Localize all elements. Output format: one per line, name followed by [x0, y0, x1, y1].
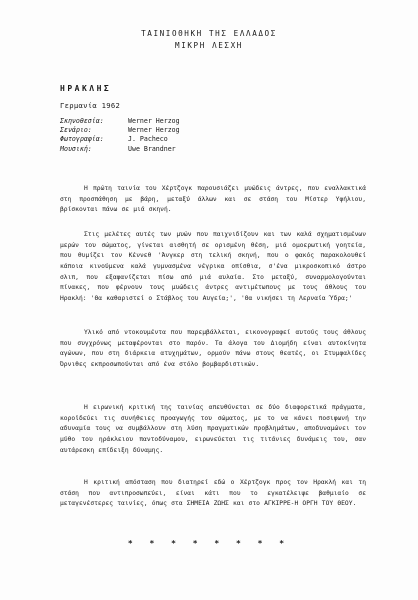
credit-label: Μουσική:: [60, 144, 92, 153]
credit-value: Werner Herzog: [128, 126, 180, 135]
body-paragraph: Η πρώτη ταινία του Χέρτζογκ παρουσιάζει μυώδεις άντρες, που εναλλακτικά στη προσπάθηση με βάρη, μεταξύ άλλων και σε στάση του Μίστερ Υφήλιου, βρίσκονται πάνω σε μιά σκηνή.: [60, 185, 366, 214]
archive-name: ΤΑΙΝΙΟΘΗΚΗ ΤΗΣ ΕΛΛΑΔΟΣ: [141, 29, 277, 38]
club-name: ΜΙΚΡΗ ΛΕΣΧΗ: [175, 41, 243, 50]
body-paragraph: Υλικό από ντοκουμέντα που παρεμβάλλεται, εικονογραφεί αυτούς τους άθλους που συγχρόνως μεταφέρονται στο παρόν. Τα άλογα του Διομήδη είναι αυτοκίνητα αγώνων, που στη διάρκεια ατυχημάτων, ορμούν πάνω στους θεατές, οι Στυμφαλίδες Όρνιθες εκπροσωπούνται από ένα στόλο βομβαρδιστικών.: [60, 329, 366, 369]
credit-value: Werner Herzog: [128, 117, 180, 125]
body-paragraph: Η κριτική απόσταση που διατηρεί εδώ ο Χέρτζογκ προς τον Ηρακλή και τη στάση που αντιπροσωπεύει, είναι κάτι που το εγκατέλειψε βαθμιαίο σε μεταγενέστερες ταινίες, όπως στα ΣΗΜΕΙΑ ΖΩΗΣ και στο ΑΓΚΙΡΡΕ-Η ΟΡΓΗ ΤΟΥ ΘΕΟΥ.: [60, 479, 366, 508]
document-header: [0, 28, 418, 52]
credit-label: Σκηνοθεσία:: [60, 117, 104, 125]
closing-stars-divider: * * * * * * * *: [127, 539, 291, 548]
film-title: ΗΡΑΚΛΗΣ: [60, 84, 112, 93]
credit-label: Φωτογραφία:: [60, 135, 104, 144]
credit-label: Σενάριο:: [60, 126, 92, 135]
film-country-year: Γερμανία 1962: [60, 101, 121, 110]
credit-row: [60, 135, 180, 144]
credit-value: Uwe Brandner: [128, 144, 176, 153]
credits-block: [60, 117, 180, 154]
body-paragraph: Στις μελέτες αυτές των μυών που παιχνιδίζουν και των καλά σχηματισμένων μερών του σώματος, γίνεται αισθητή σε ορισμένη θέση, μιά ομοερωτική γοητεία, που θυμίζει τον Κέννεθ 'Άνγκερ στη τελική σκηνή, που ο φακός παρακολουθεί κάποια κινούμενα καλά γυμνασμένα νέγρικα οπίσθια, σ'ένα μικροσκοπικό άστρο σλιπ, που εξαφανίζεται πίσω από μιά αυλαία. Στο μεταξύ, συναρμολογούνται πίνακες, που φέρνουν τους μυώδεις άντρες αντιμέτωπους με τους άθλους του Ηρακλή: 'Θα καθαριστεί ο Στάβλος του Αυγεία;', 'Θα νικήσει τη Λερναία Ύδρα;': [60, 231, 366, 302]
credit-row: [60, 117, 180, 126]
credit-row: [60, 126, 180, 135]
body-paragraph: Η ειρωνική κριτική της ταινίας απευθύνεται σε δύο διαφορετικά πράγματα, κοροϊδεύει τις συνήθειες προαγωγής του σώματος, με το να κάνει ποσιφωνή την αδυναμία τους να συμβάλλουν στη λύση πραγματικών προβλημάτων, αποδυναμώνει τον μύθο του ηράκλειου παντοδύναμου, ειρωνεύεται τις τιτάνιες δυνάμεις του, σαν αυτάρεσκη επίδειξη δύναμης.: [60, 404, 366, 454]
credit-value: J. Pacheco: [128, 135, 168, 144]
credit-row: [60, 145, 180, 154]
